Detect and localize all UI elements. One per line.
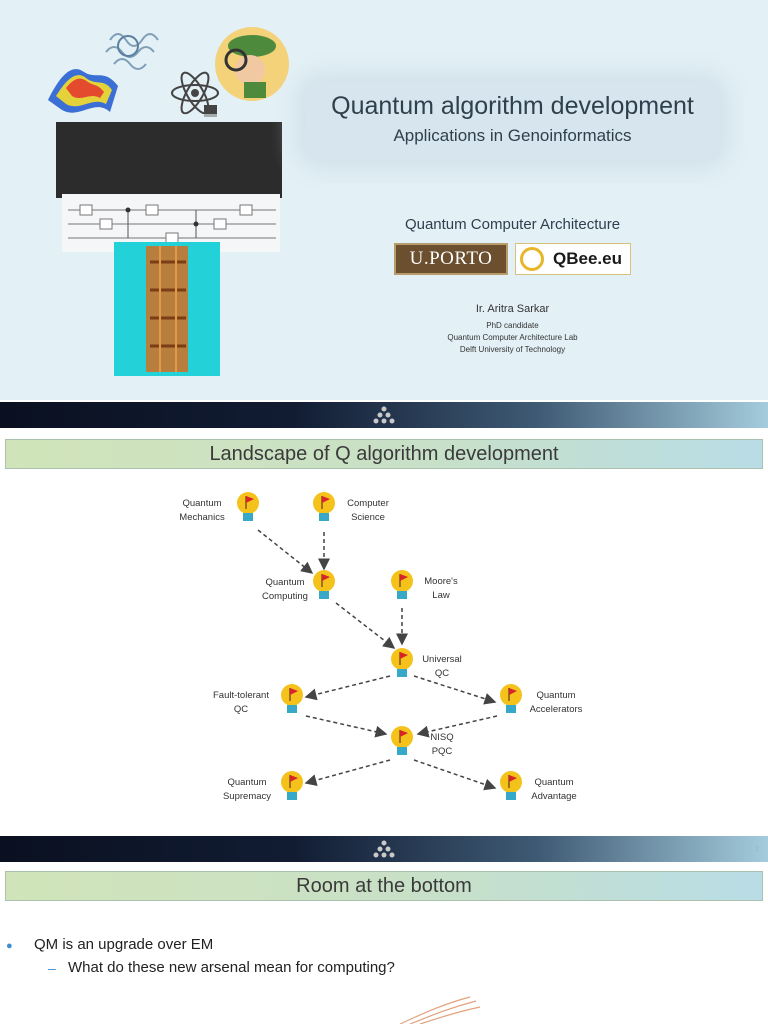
presentation-subtitle: Applications in Genoinformatics xyxy=(393,126,632,145)
atom-icon xyxy=(172,69,218,117)
node-label-line: Quantum xyxy=(536,690,576,701)
bulb-supremacy-icon xyxy=(281,771,303,800)
node-label-line: Universal xyxy=(422,654,462,665)
author-university: Delft University of Technology xyxy=(459,345,566,354)
qbee-logo-mark-icon xyxy=(520,247,544,271)
protein-image xyxy=(106,34,158,69)
sub-bullet-text: What do these new arsenal mean for computing? xyxy=(68,959,395,976)
page-number: 2 xyxy=(755,846,759,853)
node-label-line: Moore's xyxy=(424,576,458,587)
node-label-line: Quantum xyxy=(534,777,574,788)
architecture-label: Quantum Computer Architecture xyxy=(404,216,621,233)
bullet-text: QM is an upgrade over EM xyxy=(34,936,214,953)
bulb-moores-law-icon xyxy=(391,570,413,599)
slide-banner xyxy=(0,402,768,428)
qbee-logo: QBee.eu xyxy=(515,243,631,275)
node-nisq-pqc xyxy=(418,731,466,759)
quantum-computer-image xyxy=(114,242,220,376)
node-label-line: Mechanics xyxy=(179,512,225,523)
arrow-ftqc-to-nisq xyxy=(306,716,386,734)
node-label-line: Fault-tolerant xyxy=(213,690,269,701)
node-label-line: QC xyxy=(233,704,249,715)
node-label-line: Quantum xyxy=(227,777,267,788)
bulb-quantum-mechanics-icon xyxy=(237,492,259,521)
node-label-line: Computer xyxy=(347,498,389,509)
arrow-qm-to-qc xyxy=(258,530,312,573)
node-quantum-mechanics xyxy=(170,497,234,525)
bulb-universal-qc-icon xyxy=(391,648,413,677)
bulb-computer-science-icon xyxy=(313,492,335,521)
slide-title: Room at the bottom xyxy=(5,871,763,901)
equations-blackboard-image xyxy=(48,118,290,202)
surface-plot-image xyxy=(48,69,118,113)
bulb-nisq-icon xyxy=(391,726,413,755)
title-slide xyxy=(0,0,768,400)
node-quantum-advantage xyxy=(522,776,586,804)
node-label-line: Advantage xyxy=(531,791,577,802)
node-label-line: Supremacy xyxy=(222,791,272,802)
bulb-fault-tolerant-icon xyxy=(281,684,303,713)
detective-cartoon-image xyxy=(215,27,289,101)
node-quantum-computing xyxy=(254,576,316,604)
slide-banner xyxy=(0,836,768,862)
node-computer-science xyxy=(338,497,398,525)
bulb-quantum-computing-icon xyxy=(313,570,335,599)
node-fault-tolerant-qc xyxy=(204,689,278,717)
node-moores-law xyxy=(414,575,468,603)
node-universal-qc xyxy=(414,653,470,681)
node-label-line: Law xyxy=(432,590,450,601)
node-label-line: Accelerators xyxy=(529,704,583,715)
author-role: PhD candidate xyxy=(486,321,539,330)
triangle-logo-icon xyxy=(373,838,395,860)
arrow-qc-to-uqc xyxy=(336,603,394,648)
presentation-title: Quantum algorithm development xyxy=(331,92,694,120)
author-name: Ir. Aritra Sarkar xyxy=(475,303,550,315)
node-label-line: PQC xyxy=(431,746,453,757)
bulb-advantage-icon xyxy=(500,771,522,800)
node-label-line: Science xyxy=(351,512,385,523)
arrow-nisq-to-qadv xyxy=(414,760,495,788)
node-quantum-accelerators xyxy=(522,689,590,717)
arrow-nisq-to-qs xyxy=(306,760,390,783)
triangle-logo-icon xyxy=(373,404,395,426)
arrow-uqc-to-ftqc xyxy=(306,676,390,697)
bullet-marker: ● xyxy=(6,940,13,952)
author-lab: Quantum Computer Architecture Lab xyxy=(447,333,578,342)
collage-illustration xyxy=(0,0,300,400)
node-label-line: Quantum xyxy=(265,577,305,588)
node-label-line: Quantum xyxy=(182,498,222,509)
node-label-line: NISQ xyxy=(430,732,454,743)
slide-title: Landscape of Q algorithm development xyxy=(5,439,763,469)
bulb-accelerators-icon xyxy=(500,684,522,713)
sketch-image xyxy=(380,995,500,1024)
node-label-line: QC xyxy=(434,668,450,679)
uporto-logo: U.PORTO xyxy=(394,243,508,275)
sub-bullet-marker: – xyxy=(48,960,56,976)
node-label-line: Computing xyxy=(262,591,308,602)
node-quantum-supremacy xyxy=(214,776,280,804)
